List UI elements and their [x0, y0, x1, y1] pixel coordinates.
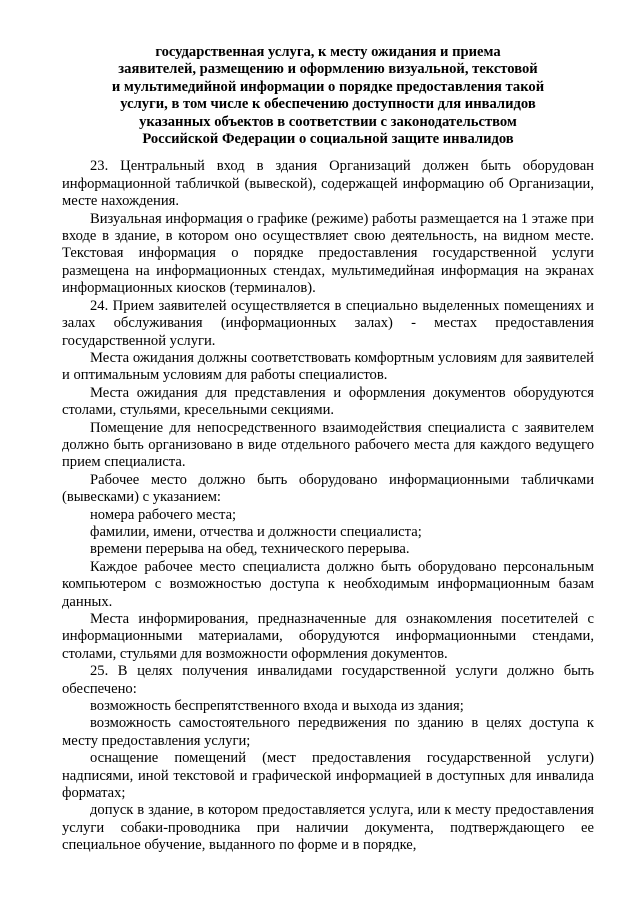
list-item: возможность самостоятельного передвижения по зданию в целях доступа к месту предоставления услуги; — [62, 715, 594, 749]
paragraph: Помещение для непосредственного взаимодействия специалиста с заявителем должно быть организовано в виде отдельного рабочего места для каждого ведущего прием специалиста. — [62, 419, 594, 471]
list-item: номера рабочего места; — [90, 506, 237, 523]
paragraph: Места ожидания для представления и оформления документов оборудуются столами, стульями, кресельными секциями. — [62, 384, 594, 419]
paragraph-23: 23. Центральный вход в здания Организаций должен быть оборудован информационной табличкой (вывеской), содержащей информацию об Организации, месте нахождения. — [62, 158, 594, 210]
list-item: времени перерыва на обед, технического перерыва. — [90, 541, 410, 558]
list-item: допуск в здание, в котором предоставляется услуга, или к месту предоставления услуги собаки-проводника при наличии документа, подтверждающего ее специальное обучение, выданного по форме и в порядке, — [62, 802, 594, 854]
list-item: оснащение помещений (мест предоставления государственной услуги) надписями, иной текстовой и графической информацией в доступных для инвалида форматах; — [62, 750, 594, 802]
heading-line: услуги, в том числе к обеспечению доступности для инвалидов — [120, 96, 536, 113]
paragraph: Места информирования, предназначенные для ознакомления посетителей с информационными материалами, оборудуются информационными стендами, столами, стульями для возможности оформления документов. — [62, 611, 594, 662]
paragraph-25: 25. В целях получения инвалидами государственной услуги должно быть обеспечено: — [62, 663, 594, 697]
paragraph: Каждое рабочее место специалиста должно быть оборудовано персональным компьютером с возможностью доступа к необходимым информационным базам данных. — [62, 558, 594, 610]
document-body — [62, 158, 594, 854]
paragraph: Визуальная информация о графике (режиме) работы размещается на 1 этаже при входе в здание, в котором оно осуществляет свою деятельность, на видном месте. Текстовая информация о порядке предоставления государственной услуги размещена на информационных стендах, мультимедийная информация на экранах информационных киосков (терминалов). — [62, 210, 594, 297]
section-heading — [62, 44, 594, 148]
document-page — [62, 44, 594, 855]
heading-line: заявителей, размещению и оформлению визуальной, текстовой — [118, 61, 538, 78]
paragraph: Места ожидания должны соответствовать комфортным условиям для заявителей и оптимальным условиям для работы специалистов. — [62, 349, 594, 384]
paragraph: Рабочее место должно быть оборудовано информационными табличками (вывесками) с указанием: — [62, 471, 594, 506]
heading-line: и мультимедийной информации о порядке предоставления такой — [111, 78, 545, 95]
heading-line: Российской Федерации о социальной защите инвалидов — [142, 131, 514, 148]
list-item: фамилии, имени, отчества и должности специалиста; — [90, 523, 422, 540]
heading-line: указанных объектов в соответствии с законодательством — [139, 113, 517, 130]
paragraph-24: 24. Прием заявителей осуществляется в специально выделенных помещениях и залах обслуживания (информационных залах) - местах предоставления государственной услуги. — [62, 297, 594, 349]
list-item: возможность беспрепятственного входа и выхода из здания; — [90, 698, 464, 715]
heading-line: государственная услуга, к месту ожидания и приема — [155, 44, 501, 60]
